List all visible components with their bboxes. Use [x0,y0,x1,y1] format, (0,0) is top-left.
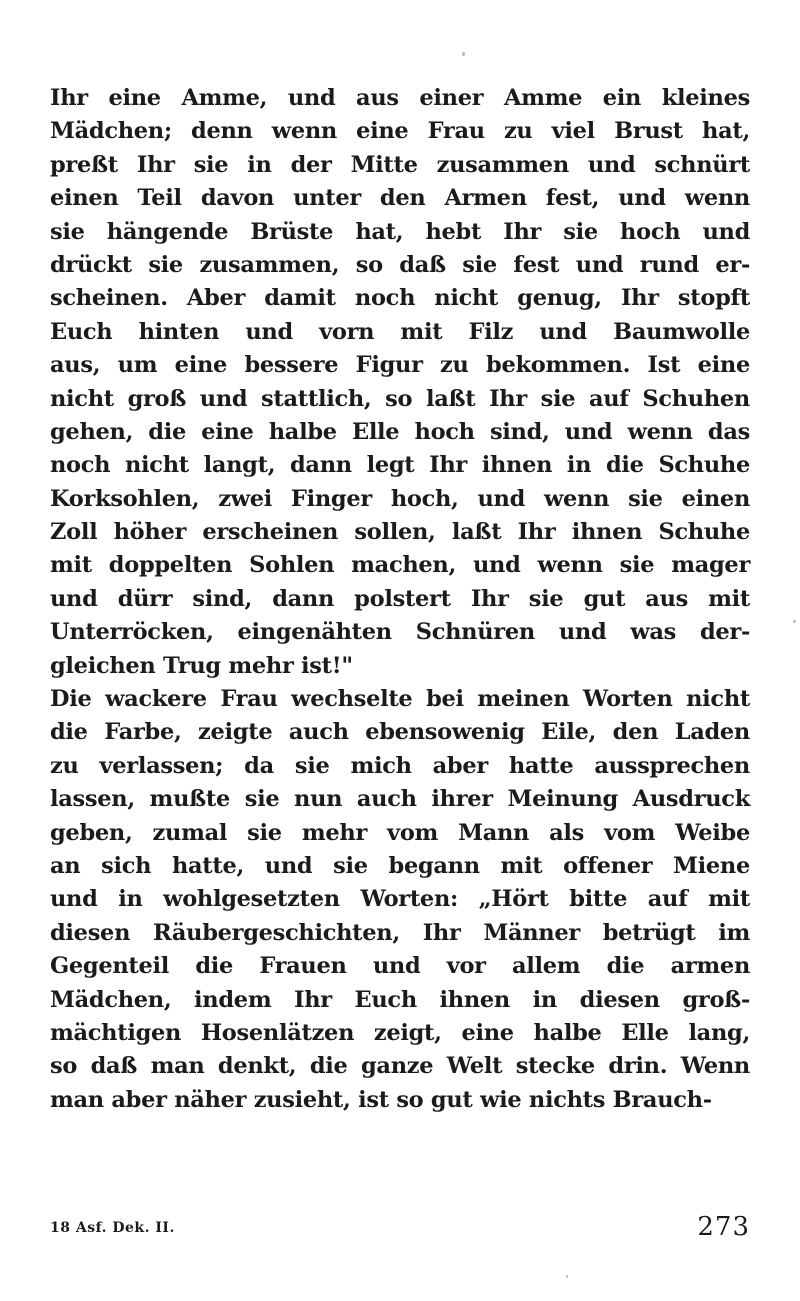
text-line: noch nicht langt, dann legt Ihr ihnen in die Schuhe [50,452,750,479]
text-line: die Farbe, zeigte auch ebensowenig Eile, den Laden [50,719,750,746]
paper-speck-bottom [566,1275,568,1278]
printer-signature: 18 Asf. Dek. II. [50,1220,175,1236]
text-line: Korksohlen, zwei Finger hoch, und wenn sie einen [50,485,750,512]
paper-speck-margin [793,620,796,623]
text-line: diesen Räubergeschichten, Ihr Männer betrügt im [50,919,750,946]
body-text [50,82,750,1117]
paper-speck-top [462,52,465,56]
text-line: Zoll höher erscheinen sollen, laßt Ihr ihnen Schuhe [50,519,750,546]
text-line: einen Teil davon unter den Armen fest, und wenn [50,185,750,212]
text-line: Unterröcken, eingenähten Schnüren und was der- [50,619,750,646]
text-line: man aber näher zusieht, ist so gut wie nichts Brauch- [50,1086,712,1113]
text-line: sie hängende Brüste hat, hebt Ihr sie hoch und [50,218,750,245]
text-line: geben, zumal sie mehr vom Mann als vom Weibe [50,819,750,846]
text-line: mächtigen Hosenlätzen zeigt, eine halbe Elle lang, [50,1019,750,1046]
text-line: gehen, die eine halbe Elle hoch sind, und wenn das [50,418,750,445]
text-line: an sich hatte, und sie begann mit offener Miene [50,852,750,879]
page-footer [50,1212,750,1248]
text-line: lassen, mußte sie nun auch ihrer Meinung Ausdruck [50,786,750,813]
text-line: und dürr sind, dann polstert Ihr sie gut aus mit [50,585,750,612]
text-line: Gegenteil die Frauen und vor allem die armen [50,953,750,980]
text-line: Ihr eine Amme, und aus einer Amme ein kleines [50,85,750,111]
text-line: Mädchen, indem Ihr Euch ihnen in diesen groß- [50,986,750,1013]
text-line: nicht groß und stattlich, so laßt Ihr sie auf Schuhen [50,385,750,412]
text-line: scheinen. Aber damit noch nicht genug, Ihr stopft [50,285,750,312]
text-line: drückt sie zusammen, so daß sie fest und rund er- [50,251,750,278]
text-line: so daß man denkt, die ganze Welt stecke drin. Wenn [50,1053,750,1080]
text-line: Die wackere Frau wechselte bei meinen Worten nicht [50,686,750,713]
text-line: zu verlassen; da sie mich aber hatte aussprechen [50,752,750,779]
text-line: gleichen Trug mehr ist!" [50,652,353,679]
page-number: 273 [697,1212,750,1242]
text-line: Mädchen; denn wenn eine Frau zu viel Brust hat, [50,118,750,145]
text-line: preßt Ihr sie in der Mitte zusammen und schnürt [50,151,750,178]
text-line: Euch hinten und vorn mit Filz und Baumwolle [50,318,750,345]
text-line: und in wohlgesetzten Worten: „Hört bitte auf mit [50,886,750,913]
text-line: mit doppelten Sohlen machen, und wenn sie mager [50,552,750,579]
text-line: aus, um eine bessere Figur zu bekommen. Ist eine [50,352,750,379]
